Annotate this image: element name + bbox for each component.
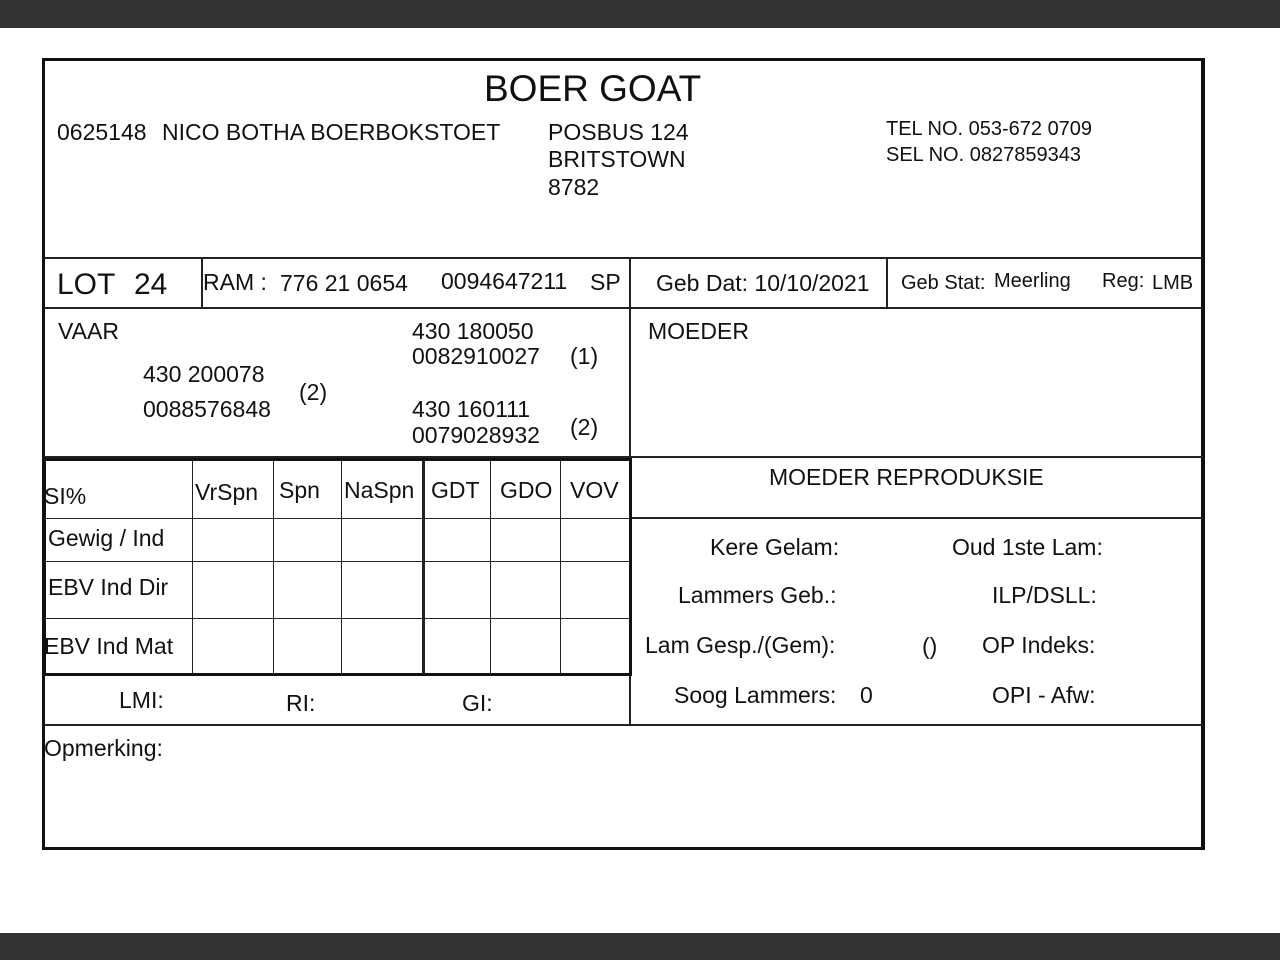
- breeder-name: NICO BOTHA BOERBOKSTOET: [162, 119, 501, 145]
- grid-row-3: [46, 618, 629, 619]
- grid-col-header-naspn: NaSpn: [344, 477, 415, 503]
- grandsire-2-id: 430 160111: [412, 396, 531, 422]
- grid-col-header-vrspn: VrSpn: [195, 479, 259, 505]
- grid-col-header-gdo: GDO: [500, 477, 553, 503]
- ram-class: SP: [590, 269, 621, 295]
- grid-col-5: [490, 460, 491, 674]
- sel-number: SEL NO. 0827859343: [886, 144, 1081, 166]
- grid-col-2: [273, 460, 274, 674]
- rule-pedigree-bottom-right: [630, 456, 1203, 458]
- grandsire-2-reg: 0079028932: [412, 422, 540, 448]
- ram-id: 776 21 0654: [280, 270, 408, 296]
- lot-label: LOT: [57, 268, 116, 301]
- grid-col-1: [192, 460, 193, 674]
- grid-row-label-ebv-dir: EBV Ind Dir: [48, 574, 169, 600]
- rule-indices-bottom: [44, 724, 1203, 726]
- soog-lammers-label: Soog Lammers:: [674, 682, 837, 708]
- card-frame: [42, 58, 1205, 850]
- birth-status-value: Meerling: [994, 270, 1071, 292]
- kere-gelam-label: Kere Gelam:: [710, 534, 840, 560]
- address-line-1: POSBUS 124: [548, 119, 689, 145]
- bottom-bar: [0, 933, 1280, 960]
- moeder-label: MOEDER: [648, 318, 749, 344]
- sire-reg: 0088576848: [143, 396, 271, 422]
- grandsire-2-grade: (2): [570, 414, 599, 440]
- grid-row-2: [46, 561, 629, 562]
- ilp-dsll-label: ILP/DSLL:: [992, 582, 1097, 608]
- card-title: BOER GOAT: [484, 68, 702, 109]
- rule-header-bottom: [44, 257, 1203, 259]
- grid-col-6: [560, 460, 561, 674]
- address-line-2: BRITSTOWN: [548, 146, 686, 172]
- top-bar: [0, 0, 1280, 28]
- ri-label: RI:: [286, 690, 316, 716]
- grid-corner-label: SI%: [44, 483, 87, 509]
- lam-gesp-label: Lam Gesp./(Gem):: [645, 632, 836, 658]
- breeder-code: 0625148: [57, 119, 147, 145]
- grandsire-1-reg: 0082910027: [412, 343, 540, 369]
- grandsire-1-id: 430 180050: [412, 318, 534, 344]
- lam-gesp-value: (): [922, 633, 938, 659]
- lmi-label: LMI:: [119, 687, 164, 713]
- grid-col-header-vov: VOV: [570, 477, 619, 503]
- lot-number: 24: [134, 268, 168, 301]
- rule-stat-divider: [886, 258, 888, 308]
- rule-repro-heading: [630, 517, 1203, 519]
- ram-label: RAM :: [203, 269, 267, 295]
- soog-lammers-value: 0: [860, 682, 873, 708]
- ram-reg: 0094647211: [441, 268, 568, 294]
- opi-afw-label: OPI - Afw:: [992, 682, 1096, 708]
- birth-status-label: Geb Stat:: [901, 272, 986, 294]
- grid-col-4: [422, 460, 425, 674]
- lammers-geb-label: Lammers Geb.:: [678, 582, 837, 608]
- reg-label: Reg:: [1102, 270, 1145, 292]
- reg-value: LMB: [1152, 272, 1194, 294]
- birth-date: Geb Dat: 10/10/2021: [656, 270, 870, 296]
- oud-1ste-lam-label: Oud 1ste Lam:: [952, 534, 1103, 560]
- grid-col-3: [341, 460, 342, 674]
- rule-lot-bottom: [44, 307, 1203, 309]
- grid-row-label-ebv-mat: EBV Ind Mat: [44, 633, 174, 659]
- grandsire-1-grade: (1): [570, 343, 599, 369]
- gi-label: GI:: [462, 690, 493, 716]
- sire-grade: (2): [299, 379, 328, 405]
- grid-row-1: [46, 518, 629, 519]
- remarks-label: Opmerking:: [44, 735, 163, 761]
- grid-col-header-gdt: GDT: [431, 477, 480, 503]
- grid-col-header-spn: Spn: [279, 477, 320, 503]
- sire-id: 430 200078: [143, 361, 265, 387]
- tel-number: TEL NO. 053-672 0709: [886, 118, 1093, 140]
- grid-row-label-gewig: Gewig / Ind: [48, 525, 165, 551]
- op-indeks-label: OP Indeks:: [982, 632, 1096, 658]
- repro-heading: MOEDER REPRODUKSIE: [769, 464, 1044, 490]
- vaar-label: VAAR: [58, 318, 119, 344]
- address-line-3: 8782: [548, 174, 600, 200]
